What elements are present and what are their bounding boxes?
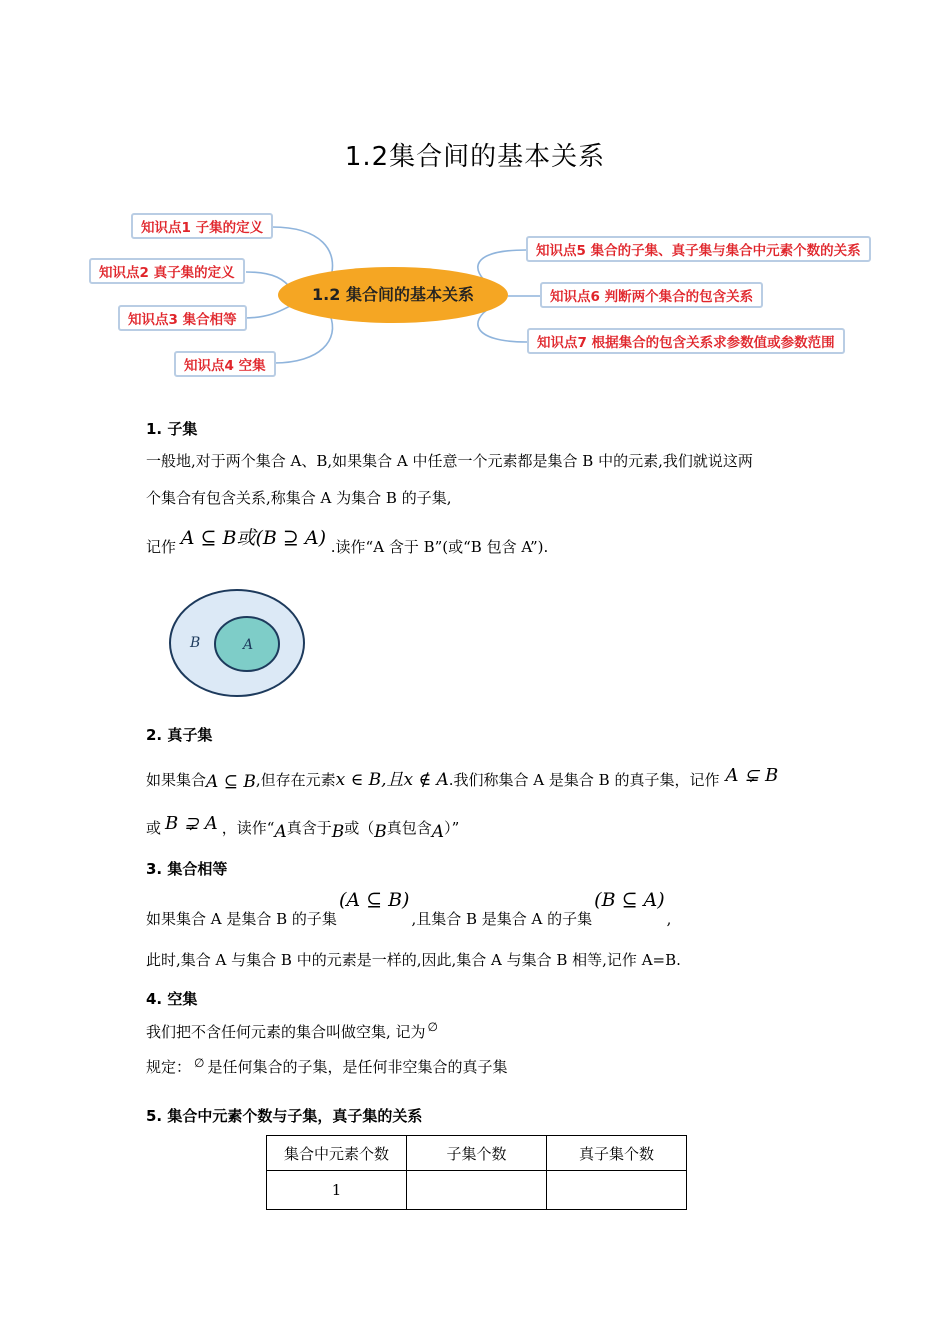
var: A (431, 822, 445, 842)
section-3-heading: 3. 集合相等 (146, 860, 228, 878)
mindmap-center: 1.2 集合间的基本关系 (278, 267, 508, 323)
text: 或 (146, 819, 162, 837)
section-5-heading: 5. 集合中元素个数与子集，真子集的关系 (146, 1107, 423, 1125)
section-2-heading: 2. 真子集 (146, 726, 213, 744)
mindmap-node-5: 知识点5 集合的子集、真子集与集合中元素个数的关系 (526, 236, 871, 262)
venn-label-a: A (243, 637, 254, 653)
text: 我们把不含任何元素的集合叫做空集, 记为 (146, 1023, 426, 1041)
proper-superset-formula: B ⊋ A (165, 813, 218, 834)
text: ）” (444, 819, 460, 837)
table-header: 集合中元素个数 (267, 1136, 407, 1171)
count-table (266, 1135, 687, 1210)
mindmap-node-1: 知识点1 子集的定义 (131, 213, 273, 239)
table-cell: 1 (267, 1171, 407, 1210)
notation-prefix: 记作 (146, 538, 177, 556)
venn-label-b: B (190, 635, 201, 651)
text: ,且集合 B 是集合 A 的子集 (411, 910, 593, 928)
mindmap-node-4: 知识点4 空集 (174, 351, 276, 377)
section-1-heading: 1. 子集 (146, 420, 198, 438)
mindmap-node-6: 知识点6 判断两个集合的包含关系 (540, 282, 763, 308)
notation-suffix: .读作“A 含于 B”(或“B 包含 A”). (330, 538, 549, 556)
table-header: 子集个数 (407, 1136, 547, 1171)
text: 或（ (344, 819, 375, 837)
text: ，读作“ (221, 819, 275, 837)
section-3-line-2: 此时,集合 A 与集合 B 中的元素是一样的,因此,集合 A 与集合 B 相等,记作 A=B. (146, 951, 681, 969)
var: B (331, 822, 345, 842)
page-title: 1.2集合间的基本关系 (344, 142, 606, 172)
table-cell (407, 1171, 547, 1210)
section-3-line-1 (146, 889, 672, 929)
section-1-line-1: 一般地,对于两个集合 A、B,如果集合 A 中任意一个元素都是集合 B 中的元素,我们就说这两 (146, 452, 753, 470)
text: ,但存在元素 (255, 771, 336, 789)
text: 如果集合 (146, 771, 207, 789)
section-2-line-2 (146, 813, 460, 842)
section-1-notation (146, 527, 549, 557)
section-4-line-2 (146, 1057, 507, 1078)
text: 如果集合 A 是集合 B 的子集 (146, 910, 337, 928)
text: 是任何集合的子集，是任何非空集合的真子集 (207, 1058, 508, 1076)
table-row (267, 1171, 687, 1210)
section-2-line-1 (146, 765, 779, 792)
text: 真含于 (286, 819, 332, 837)
mindmap-node-3: 知识点3 集合相等 (118, 305, 247, 331)
formula: (A ⊆ B) (338, 889, 410, 911)
mindmap-node-7: 知识点7 根据集合的包含关系求参数值或参数范围 (527, 328, 845, 354)
section-4-heading: 4. 空集 (146, 990, 198, 1008)
subset-formula: A ⊆ B或(B ⊇ A) (180, 527, 326, 549)
formula: A ⊆ B (206, 772, 256, 792)
section-4-line-1 (146, 1022, 438, 1043)
empty-set-symbol: ∅ (427, 1020, 438, 1034)
empty-set-symbol: ∅ (194, 1056, 205, 1070)
proper-subset-formula: A ⊊ B (725, 765, 779, 786)
mindmap-node-2: 知识点2 真子集的定义 (89, 258, 245, 284)
var: B (374, 822, 387, 842)
text: , (666, 910, 672, 928)
formula: (B ⊆ A) (594, 889, 665, 911)
table-cell (547, 1171, 687, 1210)
section-1-line-2: 个集合有包含关系,称集合 A 为集合 B 的子集, (146, 489, 452, 507)
table-header: 真子集个数 (547, 1136, 687, 1171)
var: A (274, 822, 287, 842)
text: .我们称集合 A 是集合 B 的真子集，记作 (448, 771, 720, 789)
text: 规定： (146, 1058, 192, 1076)
text: 真包含 (386, 819, 432, 837)
venn-diagram (168, 588, 308, 700)
formula: x ∈ B,且x ∉ A (335, 770, 449, 790)
table-header-row (267, 1136, 687, 1171)
